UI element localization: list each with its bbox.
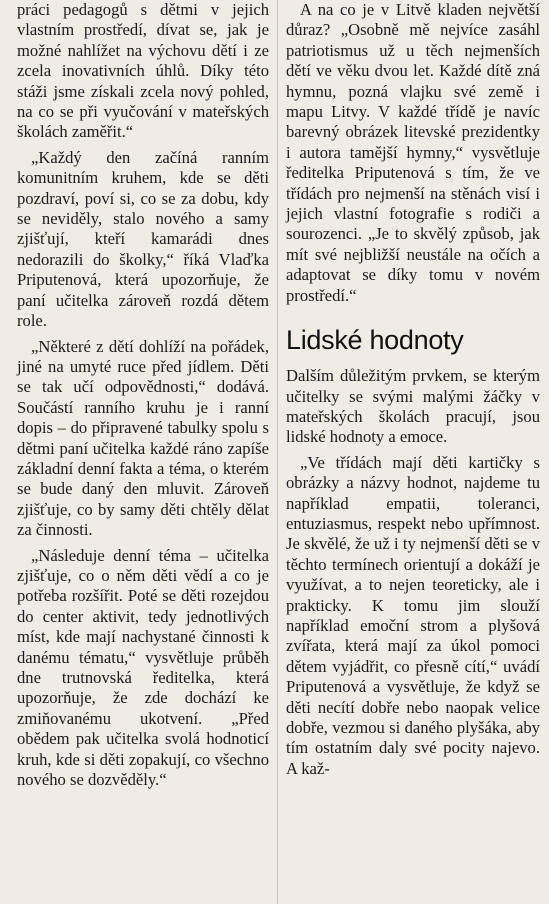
paragraph: „Následuje denní téma – učitelka zjišťuje, co o něm děti vědí a co je potřeba rozšířit. Poté se děti rozejdou do center aktivit, tedy jednotlivých míst, kde mají nachystané činnosti k danému tématu,“ vysvětluje průběh dne trutnovská ředitelka, která upozorňuje, že zde dochází ke zmiňovanému ukotvení. „Před obědem pak učitelka svolá hodnoticí kruh, kde si děti zopakují, co všechno nového se dozvěděly.“ (17, 545, 269, 790)
paragraph: Dalším důležitým prvkem, se kterým učitelky se svými malými žáčky v mateřských školách pracují, jsou lidské hodnoty a emoce. (286, 366, 540, 447)
paragraph: A na co je v Litvě kladen největší důraz? „Osobně mě nejvíce zasáhl patriotismus už u těch nejmenších dětí ve věku dvou let. Každé dítě zná hymnu, pozná vlajku své země i mapu Litvy. V každé třídě je navíc barevný obrázek litevské prezidentky i autora tamější hymny,“ vysvětluje ředitelka Priputenová s tím, že ve třídách pro nejmenší na stěnách visí i jejich vlastní fotografie s rodiči a sourozenci. „Je to skvělý způsob, jak mít své nejbližší neustále na očích a adaptovat se díky tomu v novém prostředí.“ (286, 0, 540, 305)
paragraph: „Ve třídách mají děti kartičky s obrázky a názvy hodnot, najdeme tu například empatii, toleranci, entuziasmus, respekt nebo upřímnost. Je skvělé, že už i ty nejmenší děti se v těchto termínech orientují a dokáží je využívat, a to nejen teoreticky, ale i prakticky. K tomu jim slouží například emoční strom a plyšová zvířata, která mají za úkol pomoci dětem vyjádřit, co přesně cítí,“ uvádí Priputenová a vysvětluje, že když se děti necítí dobře nebo naopak velice dobře, vezmou si daného plyšáka, aby tím ostatním daly své pocity najevo. A kaž- (286, 452, 540, 778)
paragraph: „Některé z dětí dohlíží na pořádek, jiné na umyté ruce před jídlem. Děti se tak učí odpovědnosti,“ dodává. Součástí ranního kruhu je i ranní dopis – do připravené tabulky spolu s dětmi paní učitelka každé ráno zapíše základní denní fakta a téma, o kterém se bude daný den mluvit. Zároveň zjišťuje, co by samy děti chtěly dělat za činnosti. (17, 336, 269, 540)
paragraph: „Každý den začíná ranním komunitním kruhem, kde se děti pozdraví, poví si, co se za dobu, kdy se neviděly, stalo nového a samy zjišťují, kteří kamarádi dnes nedorazili do školky,“ říká Vlaďka Priputenová, která upozorňuje, že paní učitelka zároveň rozdá dětem role. (17, 147, 269, 331)
right-column (286, 0, 540, 779)
column-divider (277, 0, 278, 904)
section-subheading: Lidské hodnoty (286, 325, 464, 356)
paragraph: práci pedagogů s dětmi v jejich vlastním prostředí, dívat se, jak je možné nahlížet na výchovu dětí i ze zcela inovativních úhlů. Díky této stáži jsme získali zcela nový pohled, na co se při vyučování v mateřských školách zaměřit.“ (17, 0, 269, 142)
left-column (17, 0, 269, 790)
